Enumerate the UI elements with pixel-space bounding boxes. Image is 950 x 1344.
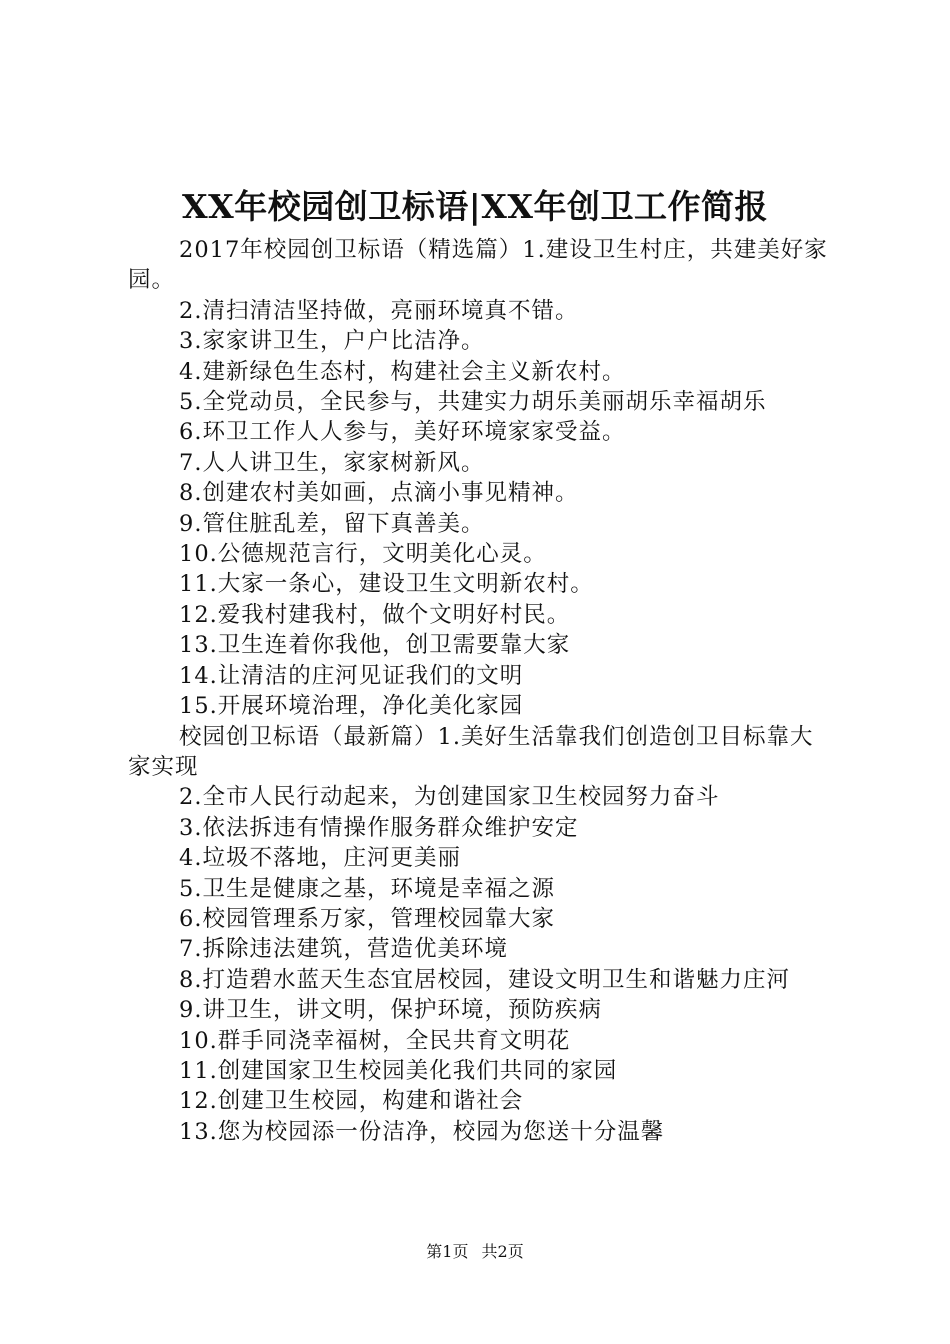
page-total: 共2页 xyxy=(481,1242,524,1261)
paragraph: 11.大家一条心，建设卫生文明新农村。 xyxy=(179,571,594,598)
paragraph: 3.依法拆违有情操作服务群众维护安定 xyxy=(179,814,579,841)
paragraph: 12.爱我村建我村，做个文明好村民。 xyxy=(179,601,571,628)
paragraph: 13.您为校园添一份洁净，校园为您送十分温馨 xyxy=(179,1118,665,1145)
paragraph: 15.开展环境治理，净化美化家园 xyxy=(179,693,524,720)
paragraph: 8.打造碧水蓝天生态宜居校园，建设文明卫生和谐魅力庄河 xyxy=(179,966,790,993)
paragraph: 4.垃圾不落地，庄河更美丽 xyxy=(179,845,461,872)
paragraph: 5.全党动员，全民参与，共建实力胡乐美丽胡乐幸福胡乐 xyxy=(179,389,767,416)
paragraph: 14.让清洁的庄河见证我们的文明 xyxy=(179,662,524,689)
paragraph: 10.公德规范言行，文明美化心灵。 xyxy=(179,541,547,568)
paragraph: 10.群手同浇幸福树，全民共育文明花 xyxy=(179,1027,571,1054)
paragraph: 4.建新绿色生态村，构建社会主义新农村。 xyxy=(179,358,626,385)
page-footer xyxy=(0,1241,950,1263)
paragraph: 11.创建国家卫生校园美化我们共同的家园 xyxy=(179,1057,618,1084)
paragraph: 13.卫生连着你我他，创卫需要靠大家 xyxy=(179,632,571,659)
paragraph: 校园创卫标语（最新篇）1.美好生活靠我们创造创卫目标靠大家实现 xyxy=(128,723,814,780)
paragraph: 9.讲卫生，讲文明，保护环境，预防疾病 xyxy=(179,997,602,1024)
paragraph: 9.管住脏乱差，留下真善美。 xyxy=(179,510,485,537)
paragraph: 6.环卫工作人人参与，美好环境家家受益。 xyxy=(179,419,626,446)
paragraph: 2017年校园创卫标语（精选篇）1.建设卫生村庄，共建美好家园。 xyxy=(128,237,828,294)
page-number: 第1页 xyxy=(426,1242,469,1261)
paragraph: 6.校园管理系万家，管理校园靠大家 xyxy=(179,905,555,932)
document-body xyxy=(128,235,832,1147)
paragraph: 3.家家讲卫生，户户比洁净。 xyxy=(179,328,485,355)
paragraph: 8.创建农村美如画，点滴小事见精神。 xyxy=(179,480,579,507)
paragraph: 2.清扫清洁坚持做，亮丽环境真不错。 xyxy=(179,297,579,324)
paragraph: 7.人人讲卫生，家家树新风。 xyxy=(179,449,485,476)
paragraph: 7.拆除违法建筑，营造优美环境 xyxy=(179,936,508,963)
paragraph: 12.创建卫生校园，构建和谐社会 xyxy=(179,1088,524,1115)
document-title: XX年校园创卫标语|XX年创卫工作简报 xyxy=(182,187,768,226)
paragraph: 5.卫生是健康之基，环境是幸福之源 xyxy=(179,875,555,902)
paragraph: 2.全市人民行动起来，为创建国家卫生校园努力奋斗 xyxy=(179,784,720,811)
